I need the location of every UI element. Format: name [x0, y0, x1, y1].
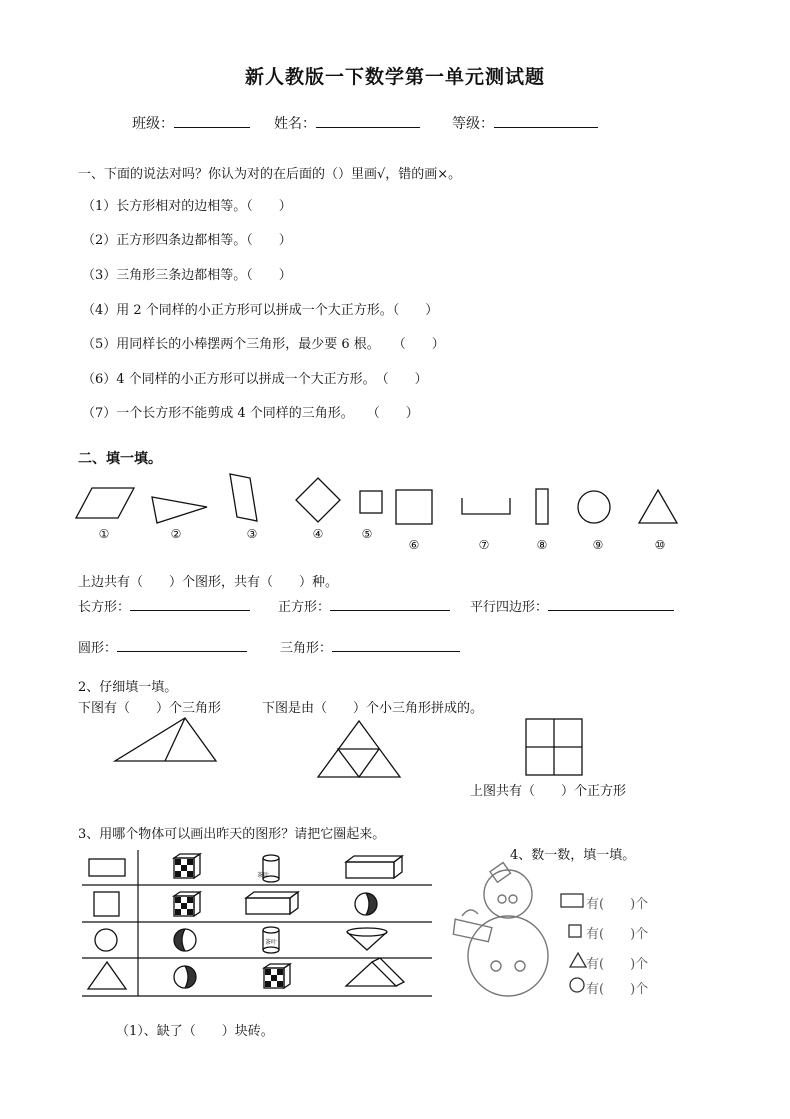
shape-number: ⑧ [536, 538, 548, 552]
judge-item: （1）长方形相对的边相等。（ ） [82, 199, 292, 214]
ball-object [355, 893, 377, 915]
square-target-shape [94, 892, 119, 916]
judge-item: （3）三角形三条边都相等。（ ） [82, 268, 292, 283]
circle-blank[interactable] [117, 635, 247, 652]
four-triangle-figure [318, 721, 400, 777]
square-count-row: 有( )个 [586, 927, 649, 942]
section1-heading: 一、下面的说法对吗？你认为对的在后面的（）里画√，错的画×。 [78, 167, 462, 182]
square-label: 正方形： [278, 600, 331, 615]
shape-number: ③ [246, 527, 258, 541]
box-object [246, 892, 298, 914]
page-title: 新人教版一下数学第一单元测试题 [244, 66, 545, 88]
ball-object [174, 929, 196, 951]
tea-can-object [263, 855, 279, 882]
para-blank[interactable] [548, 594, 674, 611]
object-table [82, 850, 432, 996]
judge-item: （6）4 个同样的小正方形可以拼成一个大正方形。 （ ） [82, 372, 428, 387]
rectangle-shape-7 [462, 498, 510, 514]
parallelogram-shape-1 [76, 488, 134, 518]
shape-number: ① [98, 527, 110, 541]
class-field [132, 111, 250, 133]
shape-number: ⑤ [361, 527, 373, 541]
box-object [346, 856, 402, 878]
count-line: 上边共有（ ）个图形，共有（ ）种。 [78, 575, 339, 590]
rubik-cube-object [174, 854, 200, 878]
triangle-count-question: 下图有（ ）个三角形 [78, 701, 222, 716]
circle-field [78, 635, 247, 656]
triangle-shape-2 [152, 497, 207, 523]
judge-item: （4）用 2 个同样的小正方形可以拼成一个大正方形。（ ） [82, 303, 439, 318]
rect-label: 长方形： [78, 600, 131, 615]
section2-heading: 二、填一填。 [78, 451, 162, 467]
triangle-target-shape [88, 962, 126, 989]
triangle-count-row: 有( )个 [586, 957, 649, 972]
name-blank[interactable] [316, 111, 420, 128]
shape-number: ④ [312, 527, 324, 541]
para-label: 平行四边形： [470, 600, 549, 615]
rectangle-shape-8 [536, 489, 548, 524]
triangle-count-icon [570, 953, 586, 967]
para-field [470, 594, 674, 615]
circle-label: 圆形： [78, 641, 118, 656]
prism-object [346, 958, 404, 986]
name-field [274, 111, 420, 133]
shape-number: ⑥ [408, 538, 420, 552]
tri-field [280, 635, 460, 656]
judge-item: （5）用同样长的小棒摆两个三角形，最少要 6 根。 （ ） [82, 337, 445, 352]
rectangle-count-row: 有( )个 [586, 897, 649, 912]
square-shape-6 [396, 490, 432, 524]
tri-blank[interactable] [332, 635, 460, 652]
square-shape-5 [360, 491, 382, 513]
small-triangle-question: 下图是由（ ）个小三角形拼成的。 [262, 701, 484, 716]
grade-field [452, 111, 598, 133]
tri-label: 三角形： [280, 641, 333, 656]
rect-field [78, 594, 250, 615]
square-count-question: 上图共有（ ）个正方形 [470, 784, 627, 799]
class-blank[interactable] [174, 111, 250, 128]
four-square-grid [526, 719, 582, 775]
square-field [278, 594, 450, 615]
grade-label: 等级： [452, 116, 494, 132]
rectangle-target-shape [89, 859, 125, 876]
can-label: 茶叶 [264, 939, 278, 946]
rubik-cube-object [174, 892, 200, 916]
judge-item: （7）一个长方形不能剪成 4 个同样的三角形。 （ ） [82, 406, 419, 421]
rubik-cube-object [264, 964, 290, 988]
ball-object [174, 966, 196, 988]
square-count-icon [569, 925, 581, 937]
shape-number: ⑦ [478, 538, 490, 552]
square-blank[interactable] [330, 594, 450, 611]
circle-target-shape [95, 929, 117, 951]
rectangle-count-icon [561, 894, 583, 907]
circle-shape-9 [578, 491, 610, 523]
section2b-heading: 2、仔细填一填。 [78, 680, 178, 695]
circle-count-icon [570, 978, 584, 992]
cone-object [347, 928, 387, 950]
split-triangle-figure [115, 718, 216, 761]
can-label: 茶叶 [256, 872, 270, 879]
diamond-shape-4 [296, 478, 340, 522]
rect-blank[interactable] [130, 594, 250, 611]
parallelogram-shape-3 [230, 474, 257, 521]
section4-heading: 4、数一数，填一填。 [510, 848, 636, 863]
section3-heading: 3、用哪个物体可以画出昨天的图形？请把它圈起来。 [78, 827, 386, 842]
grade-blank[interactable] [494, 111, 598, 128]
triangle-shape-10 [639, 490, 677, 523]
circle-count-row: 有( )个 [586, 982, 649, 997]
snowman-figure [448, 862, 548, 996]
judge-item: （2）正方形四条边都相等。（ ） [82, 233, 292, 248]
shape-number: ⑨ [592, 538, 604, 552]
class-label: 班级： [132, 116, 174, 132]
shape-number: ⑩ [654, 538, 666, 552]
tea-can-object [263, 927, 279, 953]
brick-question: （1）、缺了（ ）块砖。 [116, 1024, 274, 1039]
shape-number: ② [170, 527, 182, 541]
name-label: 姓名： [274, 116, 316, 132]
